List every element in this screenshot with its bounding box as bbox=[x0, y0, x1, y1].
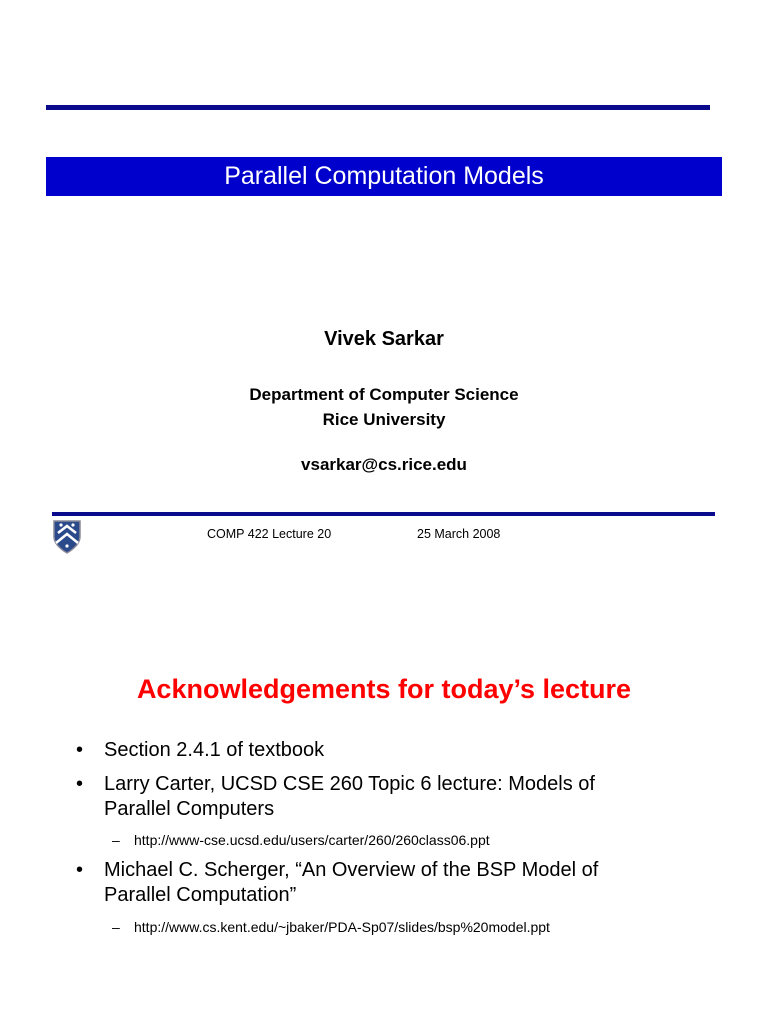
bullet-marker: • bbox=[76, 739, 84, 761]
shield-icon bbox=[52, 519, 82, 555]
sub-bullet-marker: – bbox=[112, 832, 120, 848]
slide-title: Parallel Computation Models bbox=[46, 157, 722, 196]
bullet-text-line: Parallel Computers bbox=[104, 798, 275, 820]
acknowledgements-heading: Acknowledgements for today’s lecture bbox=[136, 674, 632, 704]
bullet-text-line: Parallel Computation” bbox=[104, 884, 297, 906]
title-top-rule bbox=[46, 105, 710, 110]
reference-link[interactable]: http://www.cs.kent.edu/~jbaker/PDA-Sp07/slides/bsp%20model.ppt bbox=[134, 919, 550, 935]
department: Department of Computer Science bbox=[249, 385, 519, 404]
reference-link[interactable]: http://www-cse.ucsd.edu/users/carter/260/260class06.ppt bbox=[134, 832, 490, 848]
author-email: vsarkar@cs.rice.edu bbox=[301, 455, 467, 474]
footer-rule bbox=[52, 512, 715, 516]
university: Rice University bbox=[322, 410, 446, 429]
footer-course: COMP 422 Lecture 20 bbox=[207, 527, 332, 541]
bullet-text-line: Michael C. Scherger, “An Overview of the BSP Model of bbox=[104, 859, 599, 881]
bullet-text-line: Larry Carter, UCSD CSE 260 Topic 6 lecture: Models of bbox=[104, 773, 595, 795]
footer-date: 25 March 2008 bbox=[417, 527, 501, 541]
bullet-text: Section 2.4.1 of textbook bbox=[104, 739, 325, 761]
bullet-text bbox=[104, 772, 595, 822]
bullet-marker: • bbox=[76, 773, 84, 795]
bullet-marker: • bbox=[76, 859, 84, 881]
bullet-text bbox=[104, 858, 598, 908]
sub-bullet-marker: – bbox=[112, 919, 120, 935]
author-name: Vivek Sarkar bbox=[324, 328, 444, 350]
